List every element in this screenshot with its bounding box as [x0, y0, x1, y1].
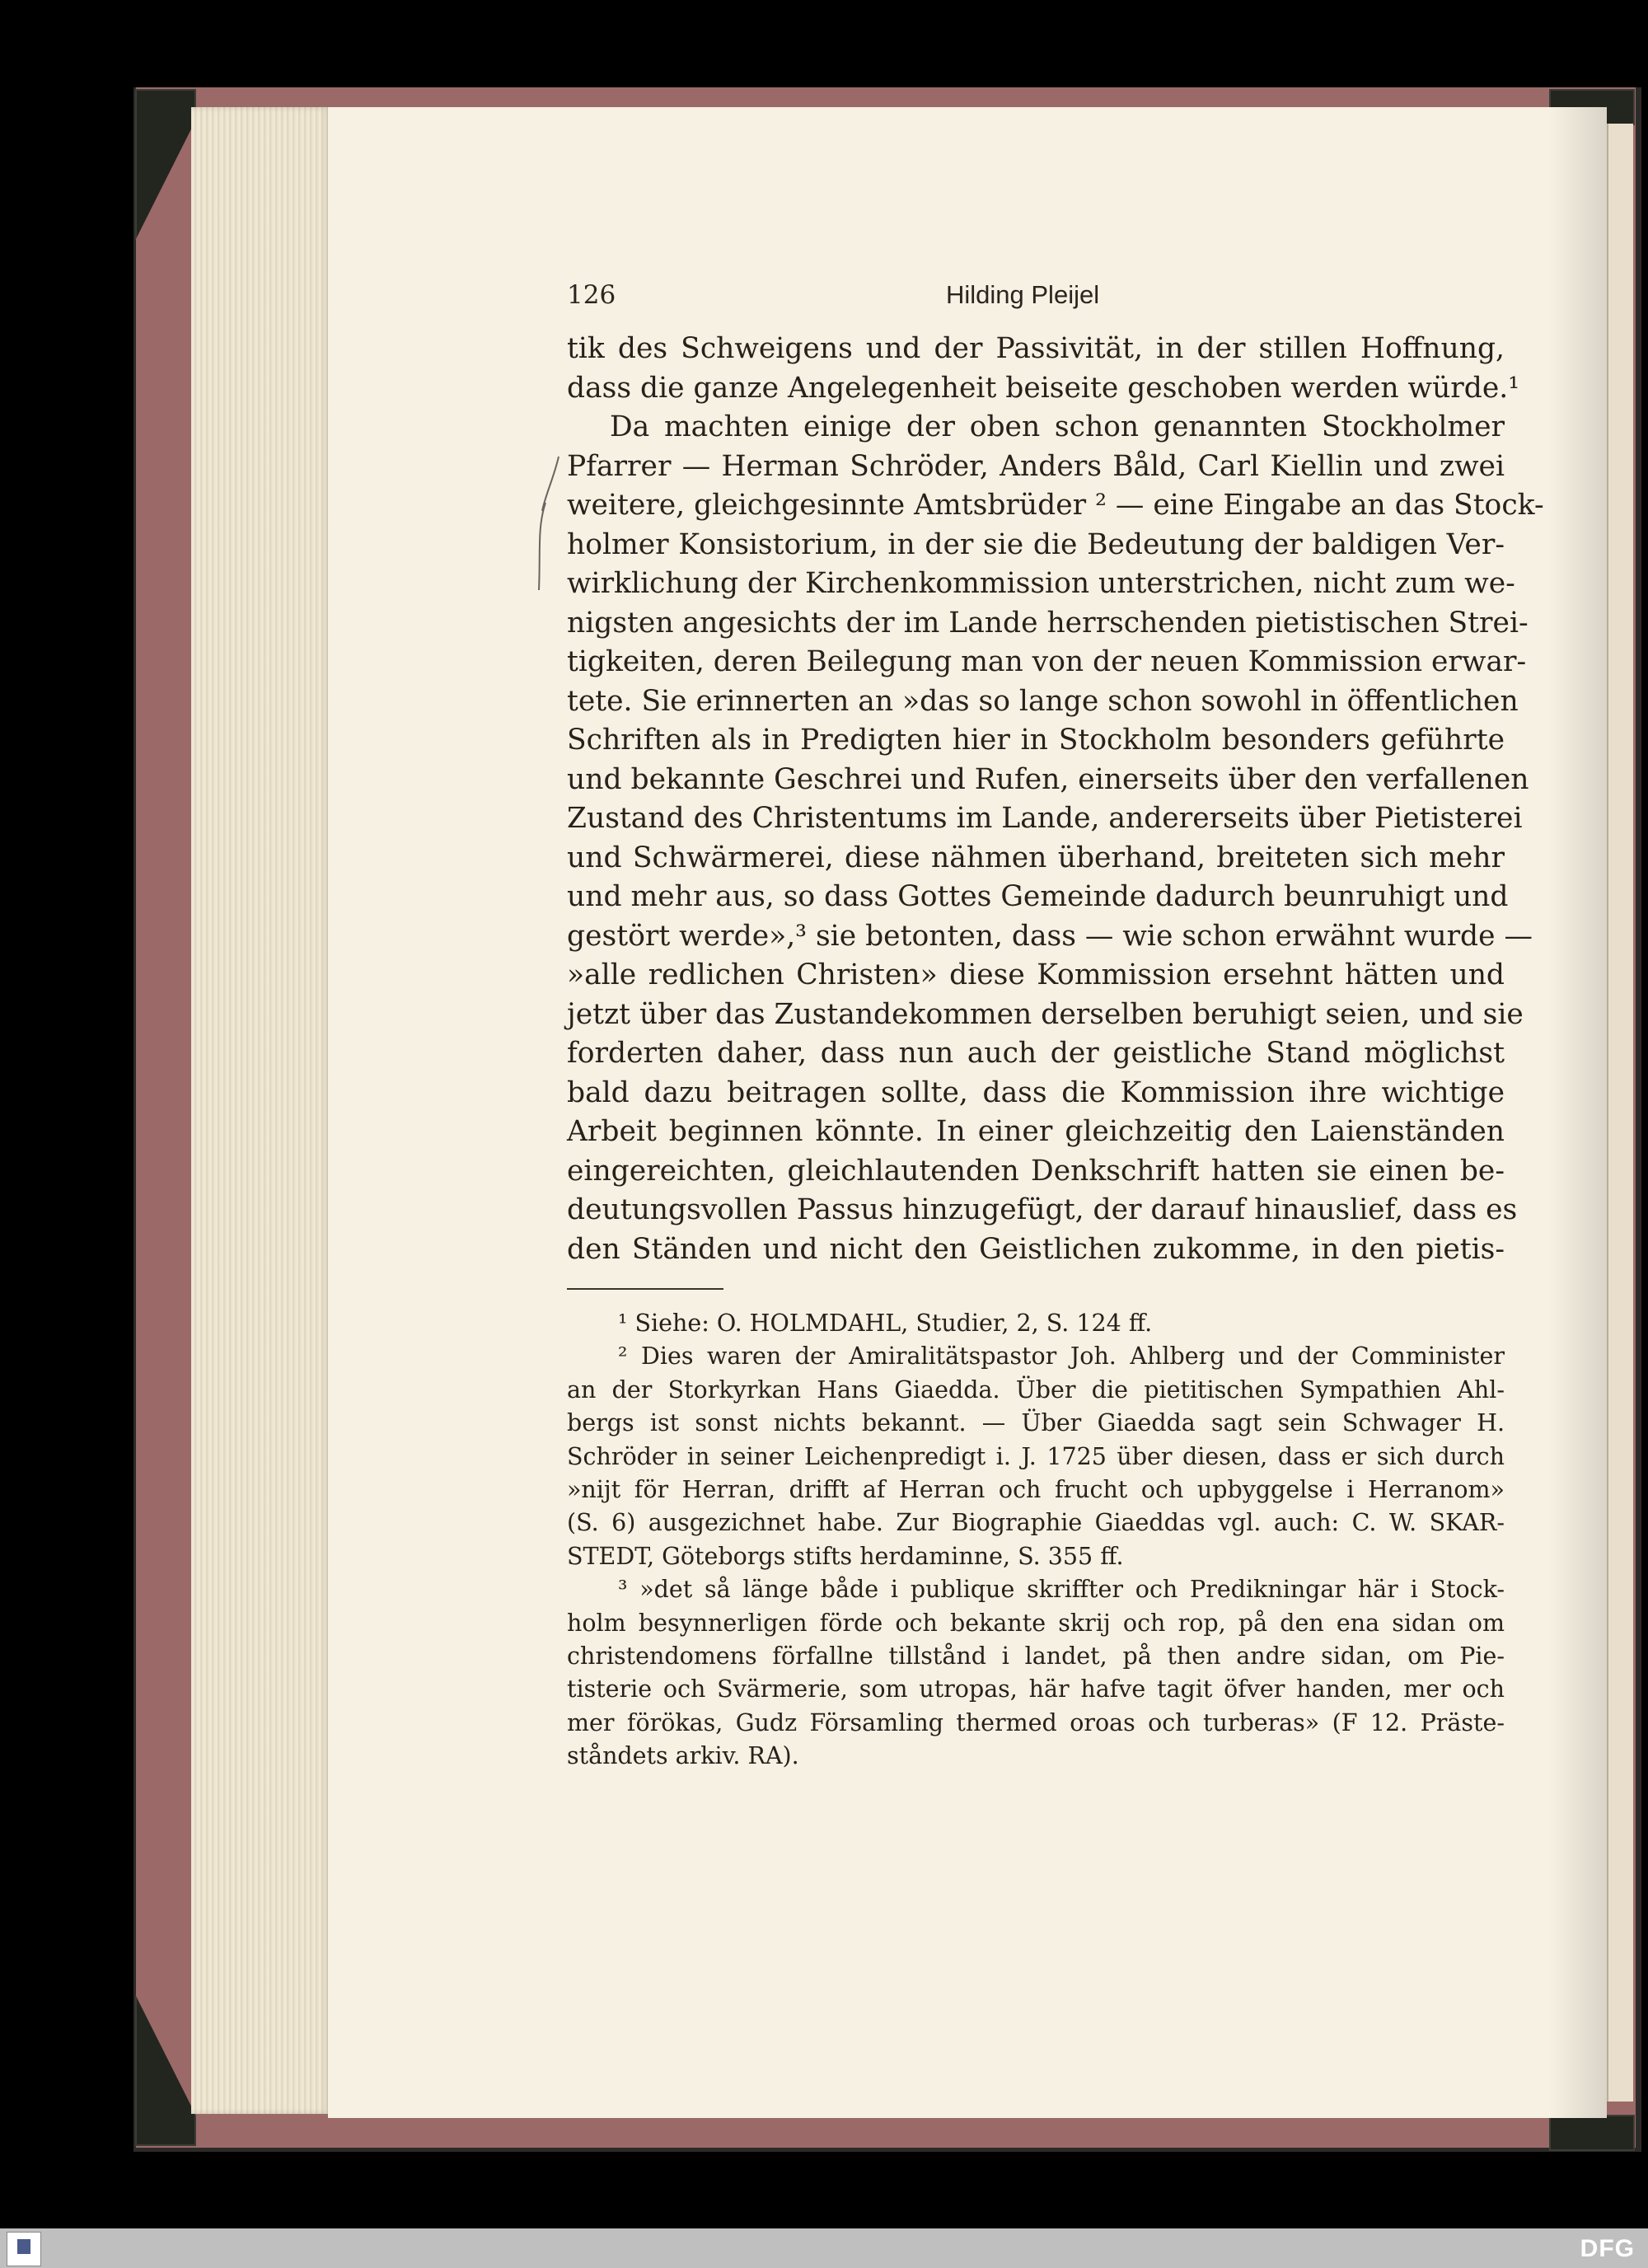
footnote-line: ståndets arkiv. RA). [567, 1742, 799, 1770]
text-line: wirklichung der Kirchenkommission unterstrichen, nicht zum we- [567, 567, 1515, 600]
page-gutter-shadow [1549, 107, 1607, 2118]
text-line: nigsten angesichts der im Lande herrschenden pietistischen Strei- [567, 606, 1529, 640]
text-line: deutungsvollen Passus hinzugefügt, der darauf hinauslief, dass es [567, 1193, 1518, 1226]
footnote-line: holm besynnerligen förde och bekante skrij och rop, på den ena sidan om [567, 1609, 1505, 1637]
text-line: »alle redlichen Christen» diese Kommission ersehnt hätten und [567, 958, 1505, 991]
text-line: forderten daher, dass nun auch der geistliche Stand möglichst [567, 1037, 1505, 1070]
text-line: Schriften als in Predigten hier in Stockholm besonders geführte [567, 724, 1505, 757]
library-logo-icon[interactable] [7, 2232, 41, 2266]
text-line: und bekannte Geschrei und Rufen, einerseits über den verfallenen [567, 762, 1529, 796]
text-line: dass die ganze Angelegenheit beiseite geschoben werden würde.¹ [567, 371, 1520, 405]
text-line: Pfarrer — Herman Schröder, Anders Båld, Carl Kiellin und zwei [567, 449, 1505, 483]
footnote-line: christendomens förfallne tillstånd i landet, på then andre sidan, om Pie- [567, 1642, 1505, 1670]
text-line: tik des Schweigens und der Passivität, in der stillen Hoffnung, [567, 332, 1505, 365]
main-text [567, 330, 1544, 1269]
pencil-margin-mark [534, 453, 567, 593]
text-line: und mehr aus, so dass Gottes Gemeinde dadurch beunruhigt und [567, 880, 1509, 913]
facing-page-edge [1607, 124, 1633, 2102]
footnote-line: ³ »det så länge både i publique skriffter och Predikningar här i Stock- [618, 1576, 1505, 1604]
cover-corner-bottom-right [1549, 2115, 1635, 2151]
text-line: tigkeiten, deren Beilegung man von der neuen Kommission erwar- [567, 645, 1527, 678]
text-line: den Ständen und nicht den Geistlichen zukomme, in den pietis- [567, 1232, 1505, 1266]
footnote-line: (S. 6) ausgezichnet habe. Zur Biographie Giaeddas vgl. auch: C. W. SKAR- [567, 1509, 1505, 1537]
footnote-line: Schröder in seiner Leichenpredigt i. J. 1725 über diesen, dass er sich durch [567, 1442, 1505, 1470]
text-line: Zustand des Christentums im Lande, andererseits über Pietisterei [567, 802, 1523, 835]
viewer-footer-bar [0, 2228, 1648, 2268]
text-line: und Schwärmerei, diese nähmen überhand, breiteten sich mehr [567, 841, 1505, 874]
text-line: jetzt über das Zustandekommen derselben beruhigt seien, und sie [567, 997, 1524, 1031]
text-line: Da machten einige der oben schon genannten Stockholmer [610, 410, 1505, 443]
page-number: 126 [567, 280, 616, 310]
text-line: eingereichten, gleichlautenden Denkschrift hatten sie einen be- [567, 1154, 1505, 1188]
footnote-line: mer förökas, Gudz Församling thermed oroas och turberas» (F 12. Präste- [567, 1708, 1505, 1736]
text-line: weitere, gleichgesinnte Amtsbrüder ² — eine Eingabe an das Stock- [567, 489, 1544, 522]
running-head [567, 280, 1127, 316]
text-line: gestört werde»,³ sie betonten, dass — wie schon erwähnt wurde — [567, 919, 1533, 953]
footnote-line: tisterie och Svärmerie, som utropas, här hafve tagit öfver handen, mer och [567, 1675, 1505, 1703]
footnotes [567, 1307, 1505, 1773]
running-head-author: Hilding Pleijel [946, 280, 1100, 309]
footnote-separator [567, 1288, 723, 1290]
dfg-logo[interactable]: DFG [1580, 2235, 1635, 2262]
text-line: Arbeit beginnen könnte. In einer gleichzeitig den Laienständen [567, 1115, 1505, 1148]
footnote-line: ¹ Siehe: O. HOLMDAHL, Studier, 2, S. 124 ff. [618, 1310, 1153, 1337]
page-edges [191, 107, 331, 2114]
footnote-line: ² Dies waren der Amiralitätspastor Joh. Ahlberg und der Comminister [618, 1343, 1505, 1371]
text-line: holmer Konsistorium, in der sie die Bedeutung der baldigen Ver- [567, 527, 1505, 561]
footnote-line: an der Storkyrkan Hans Giaedda. Über die pietitischen Sympathien Ahl- [567, 1375, 1505, 1403]
footnote-line: bergs ist sonst nichts bekannt. — Über Giaedda sagt sein Schwager H. [567, 1409, 1505, 1437]
text-line: tete. Sie erinnerten an »das so lange schon sowohl in öffentlichen [567, 684, 1519, 718]
text-line: bald dazu beitragen sollte, dass die Kommission ihre wichtige [567, 1075, 1505, 1109]
footnote-line: STEDT, Göteborgs stifts herdaminne, S. 355 ff. [567, 1542, 1124, 1570]
footnote-line: »nijt för Herran, drifft af Herran och frucht och upbyggelse i Herranom» [567, 1475, 1505, 1503]
